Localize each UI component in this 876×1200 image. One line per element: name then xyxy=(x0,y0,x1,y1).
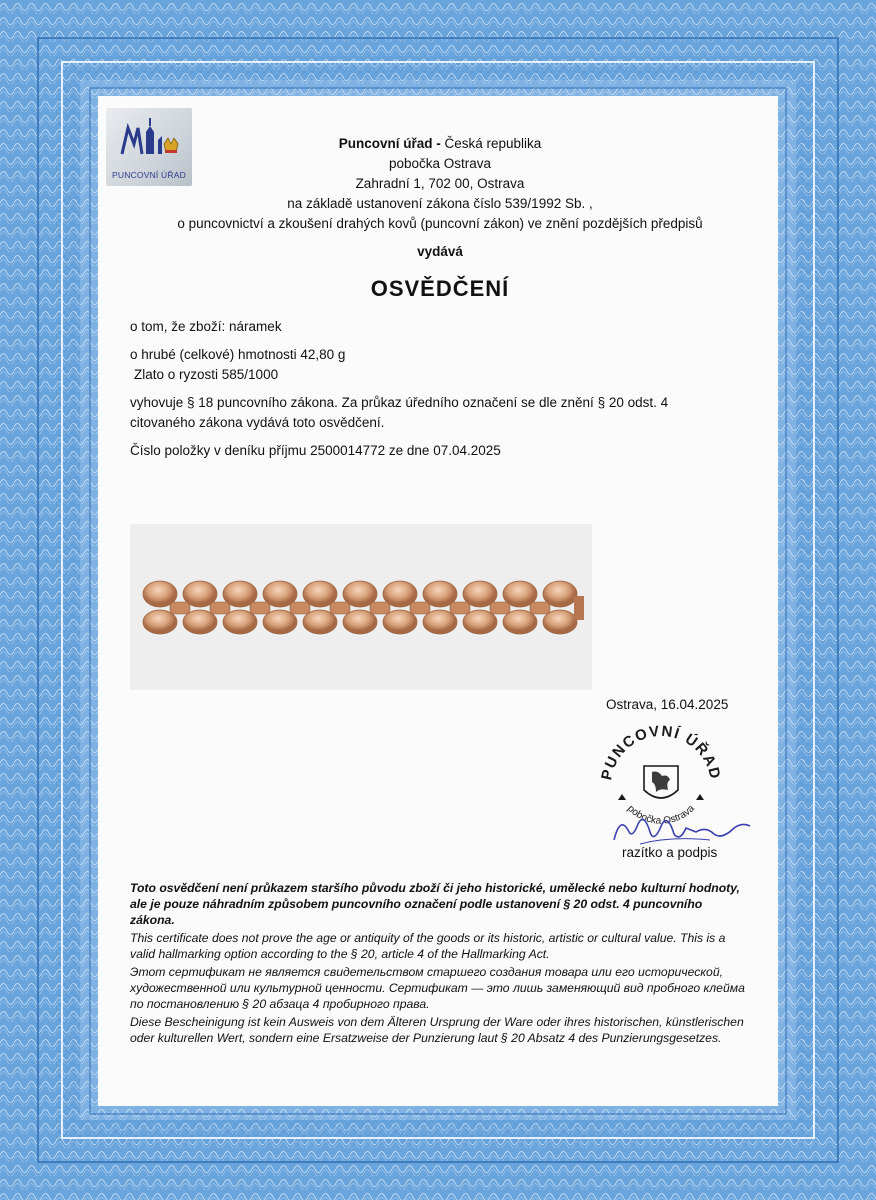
bracelet-connector xyxy=(290,602,310,614)
stamp-bottom-text: pobočka Ostrava xyxy=(625,803,697,826)
signature xyxy=(610,810,760,850)
place-and-date: Ostrava, 16.04.2025 xyxy=(606,697,729,712)
bracelet-link-top xyxy=(543,581,577,607)
logo-caption: PUNCOVNÍ ÚŘAD xyxy=(112,170,186,180)
legal-basis-line-1: na základě ustanovení zákona číslo 539/1992 Sb. , xyxy=(287,196,593,211)
stamp-and-signature-label: razítko a podpis xyxy=(622,845,718,860)
bracelet-connector xyxy=(250,602,270,614)
bracelet-connector xyxy=(370,602,390,614)
bracelet-link-bottom xyxy=(543,610,577,634)
bracelet-photo xyxy=(130,524,592,690)
disclaimer-cz: Toto osvědčení není průkazem staršího původu zboží či jeho historické, umělecké nebo kulturní hodnoty, ale je pouze náhradním způsobem puncovního označení podle ustanovení § 20 odst. 4 puncovního zákona. xyxy=(130,881,740,927)
office-name: Puncovní úřad - xyxy=(338,136,441,151)
bracelet-clasp xyxy=(574,596,584,620)
lion-icon xyxy=(652,772,670,793)
compliance-line-1: vyhovuje § 18 puncovního zákona. Za průkaz úředního označení se dle znění § 20 odst. 4 xyxy=(130,395,669,410)
goods-line: o tom, že zboží: náramek xyxy=(130,319,282,334)
bracelet-connector xyxy=(530,602,550,614)
issuer-header xyxy=(130,134,750,262)
bracelet-connector xyxy=(490,602,510,614)
bracelet-connector xyxy=(170,602,190,614)
bracelet-image xyxy=(130,524,592,690)
stamp-top-text: PUNCOVNÍ ÚŘAD xyxy=(598,722,724,782)
bracelet-connector xyxy=(410,602,430,614)
certificate-title: OSVĚDČENÍ xyxy=(370,276,510,301)
weight-line: o hrubé (celkové) hmotnosti 42,80 g xyxy=(130,347,346,362)
branch-line: pobočka Ostrava xyxy=(388,156,492,171)
issues-label: vydává xyxy=(417,244,463,259)
address-line: Zahradní 1, 702 00, Ostrava xyxy=(355,176,525,191)
legal-basis-line-2: o puncovnictví a zkoušení drahých kovů (puncovní zákon) ve znění pozdějších předpisů xyxy=(177,216,703,231)
receipt-line: Číslo položky v deníku příjmu 2500014772 ze dne 07.04.2025 xyxy=(130,443,501,458)
bracelet-connector xyxy=(450,602,470,614)
disclaimer-ru: Этот сертификат не является свидетельством старшего создания товара или его исторической, художественной или культурной ценности. Сертификат — это лишь заменяющий вид пробного клейма по постановлению § 20 абзаца 4 пробирного права. xyxy=(130,965,745,1011)
disclaimer-en: This certificate does not prove the age or antiquity of the goods or its historic, artistic or cultural value. This is a valid hallmarking option according to the § 20, article 4 of the Hallmarking Act. xyxy=(130,931,726,961)
svg-text:PUNCOVNÍ ÚŘAD xyxy=(598,723,724,782)
bracelet-connector xyxy=(330,602,350,614)
office-country: Česká republika xyxy=(440,136,542,151)
certificate-details xyxy=(130,317,750,461)
disclaimer-de: Diese Bescheinigung ist kein Ausweis von dem Älteren Ursprung der Ware oder ihres historischen, künstlerischen oder kulturellen Wert, sondern eine Ersatzweise der Punzierung laut § 20 Absatz 4 des Punzierungsgesetzes. xyxy=(130,1015,744,1045)
compliance-line-2: citovaného zákona vydává toto osvědčení. xyxy=(130,415,385,430)
office-line xyxy=(130,134,750,154)
bracelet-connector xyxy=(210,602,230,614)
disclaimer-block xyxy=(130,880,750,1048)
fineness-line: Zlato o ryzosti 585/1000 xyxy=(134,367,279,382)
